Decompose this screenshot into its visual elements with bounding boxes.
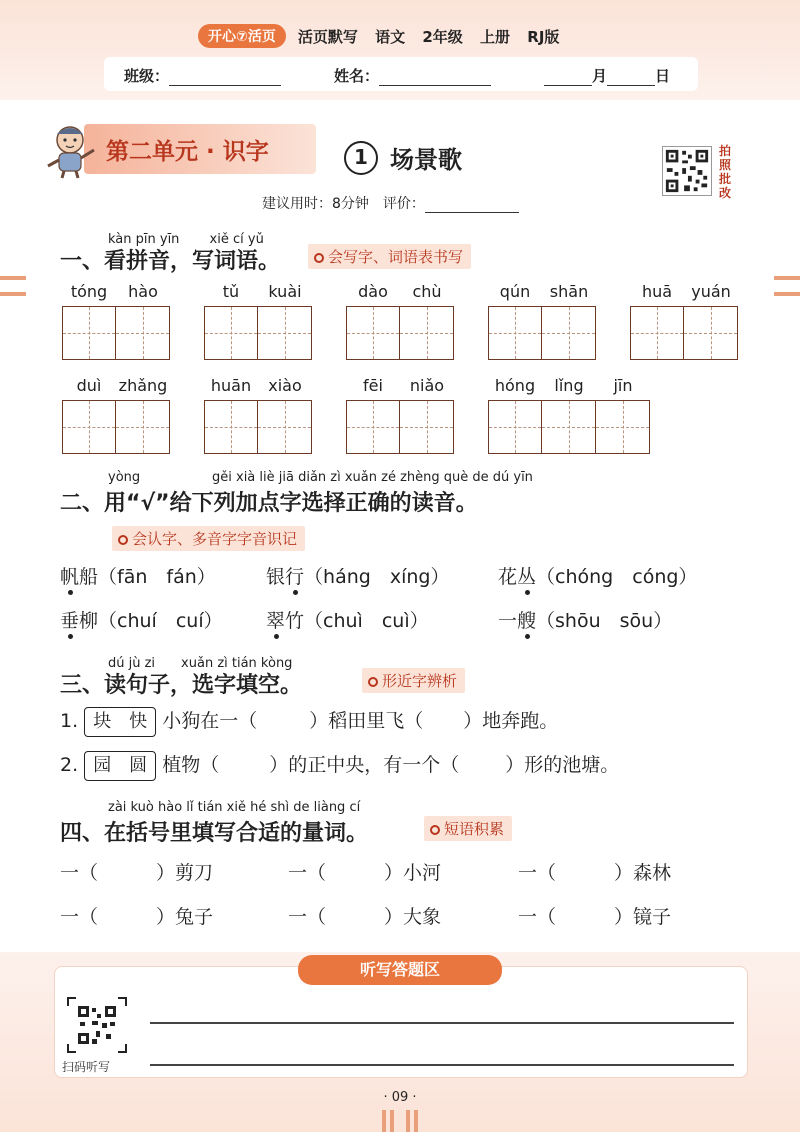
listen-qr-label: 扫码听写 — [62, 1060, 111, 1074]
section3-q2 — [60, 750, 619, 781]
tianzige-cell[interactable] — [630, 306, 684, 360]
day-line — [607, 70, 655, 86]
pinyin-syllable: qún — [499, 282, 531, 301]
pinyin-syllable: lǐng — [554, 376, 584, 395]
grade-label: 2年级 — [422, 27, 463, 46]
word-char: 柳 — [79, 610, 99, 632]
qr-code-icon[interactable] — [662, 146, 712, 196]
reading-choice-item — [60, 562, 216, 589]
pinyin-syllable: shān — [549, 282, 589, 301]
writing-grid — [62, 306, 170, 360]
q1-text-c: ）地奔跑。 — [463, 710, 559, 732]
section3-title: 三、读句子，选字填空。 — [60, 673, 303, 698]
q2-text-c: ）形的池塘。 — [505, 754, 620, 776]
writing-grid — [346, 306, 454, 360]
pinyin-word-group — [346, 282, 454, 360]
measure-prefix: 一（ — [60, 862, 99, 884]
side-mark — [774, 276, 800, 280]
name-label: 姓名： — [334, 67, 380, 85]
date-field[interactable] — [544, 65, 670, 86]
listen-qr-code-icon[interactable] — [66, 996, 128, 1054]
pinyin-word-group — [488, 282, 596, 360]
measure-prefix: 一（ — [288, 906, 327, 928]
section3-pinyin: dú jù zi xuǎn zì tián kòng — [108, 656, 293, 671]
tianzige-cell[interactable] — [346, 306, 400, 360]
tag-bullet-icon — [368, 677, 378, 687]
measure-prefix: 一（ — [518, 906, 557, 928]
pinyin-options[interactable]: （chóng cóng） — [536, 566, 698, 588]
pinyin-word-group — [630, 282, 738, 360]
measure-noun: ）兔子 — [156, 906, 214, 928]
pinyin-word-group — [204, 376, 312, 454]
section1-tag-text: 会写字、词语表书写 — [328, 248, 464, 266]
tianzige-cell[interactable] — [542, 306, 596, 360]
q1-text-a: 小狗在一（ — [162, 710, 258, 732]
side-mark — [0, 292, 26, 296]
header-bar — [198, 22, 604, 50]
class-line — [169, 70, 281, 86]
word-char: 银 — [266, 566, 286, 588]
pinyin-syllable: xiào — [268, 376, 302, 395]
edition-label: RJ版 — [527, 27, 560, 46]
tianzige-cell[interactable] — [542, 400, 596, 454]
info-strip — [104, 57, 698, 91]
measure-noun: ）大象 — [384, 906, 442, 928]
tianzige-cell[interactable] — [346, 400, 400, 454]
tianzige-cell[interactable] — [116, 306, 170, 360]
section4-tag — [424, 816, 512, 841]
pinyin-options[interactable]: （fān fán） — [98, 566, 216, 588]
measure-word-item — [288, 858, 441, 885]
measure-word-item — [288, 902, 441, 929]
tianzige-cell[interactable] — [400, 306, 454, 360]
section1-title: 一、看拼音，写词语。 — [60, 249, 281, 274]
lesson-number: 1 — [344, 141, 378, 175]
measure-prefix: 一（ — [60, 906, 99, 928]
dotted-char: 帆 — [60, 566, 80, 588]
tianzige-cell[interactable] — [116, 400, 170, 454]
dotted-char: 垂 — [60, 610, 80, 632]
writing-grid — [630, 306, 738, 360]
tianzige-cell[interactable] — [400, 400, 454, 454]
pinyin-syllable: kuài — [268, 282, 302, 301]
dotted-char: 丛 — [517, 566, 537, 588]
tianzige-cell[interactable] — [258, 306, 312, 360]
section2-pinyin-right: gěi xià liè jiā diǎn zì xuǎn zé zhèng què de dú yīn — [212, 470, 533, 485]
pinyin-options[interactable]: （chuì cuì） — [304, 610, 429, 632]
pinyin-syllable: duì — [76, 376, 102, 395]
pinyin-syllable: chù — [412, 282, 442, 301]
measure-noun: ）小河 — [384, 862, 442, 884]
pinyin-word-group — [62, 282, 170, 360]
qr-label: 拍照批改 — [718, 144, 731, 200]
measure-noun: ）森林 — [614, 862, 672, 884]
subject-label: 语文 — [375, 27, 406, 46]
bottom-tab — [406, 1110, 410, 1132]
pinyin-options[interactable]: （háng xíng） — [304, 566, 450, 588]
name-line — [379, 70, 491, 86]
time-line — [262, 193, 519, 213]
q2-choices: 园 圆 — [84, 751, 156, 781]
tianzige-cell[interactable] — [488, 306, 542, 360]
pinyin-word-group — [488, 376, 650, 454]
header-info — [298, 26, 572, 47]
section1-tag — [308, 244, 471, 269]
page-number: · 09 · — [383, 1090, 417, 1105]
section2-pinyin-left: yòng — [108, 470, 141, 485]
tianzige-cell[interactable] — [488, 400, 542, 454]
tag-bullet-icon — [314, 253, 324, 263]
bottom-tab — [390, 1110, 394, 1132]
q2-text-b: ）的正中央，有一个（ — [269, 754, 460, 776]
q1-choices: 块 快 — [84, 707, 156, 737]
pinyin-syllable: jīn — [613, 376, 633, 395]
reading-choice-item — [266, 562, 449, 589]
pinyin-options[interactable]: （shōu sōu） — [536, 610, 673, 632]
unit-title: 第二单元 · 识字 — [106, 139, 269, 165]
q1-number: 1. — [60, 710, 79, 732]
tianzige-cell[interactable] — [258, 400, 312, 454]
q2-number: 2. — [60, 754, 79, 776]
measure-prefix: 一（ — [288, 862, 327, 884]
class-field[interactable] — [124, 65, 281, 86]
answer-line[interactable] — [150, 1064, 734, 1066]
writing-grid — [62, 400, 170, 454]
pinyin-syllable: fēi — [363, 376, 383, 395]
volume-label: 上册 — [480, 27, 511, 46]
pinyin-syllable: tóng — [70, 282, 108, 301]
section2-tag-text: 会认字、多音字字音识记 — [132, 530, 298, 548]
pinyin-word-group — [62, 376, 170, 454]
answer-line[interactable] — [150, 1022, 734, 1024]
tianzige-cell[interactable] — [204, 306, 258, 360]
side-mark — [774, 292, 800, 296]
measure-noun: ）镜子 — [614, 906, 672, 928]
writing-grid — [488, 306, 596, 360]
measure-word-item — [518, 858, 671, 885]
measure-word-item — [60, 902, 213, 929]
dotted-char: 行 — [285, 566, 305, 588]
tianzige-cell[interactable] — [684, 306, 738, 360]
writing-grid — [204, 306, 312, 360]
pinyin-syllable: tǔ — [222, 282, 240, 301]
pinyin-syllable: hào — [128, 282, 158, 301]
pinyin-syllable: huān — [210, 376, 252, 395]
lesson-title: 场景歌 — [390, 146, 462, 174]
brand-logo: 开心⑦活页 — [198, 24, 286, 48]
tianzige-cell[interactable] — [62, 306, 116, 360]
section2-title: 二、用“√”给下列加点字选择正确的读音。 — [60, 491, 478, 516]
reading-choice-item — [60, 606, 223, 633]
measure-word-item — [518, 902, 671, 929]
section4-pinyin: zài kuò hào lǐ tián xiě hé shì de liàng cí — [108, 800, 361, 815]
reading-choice-item — [266, 606, 429, 633]
pinyin-syllable: niǎo — [409, 376, 445, 395]
month-label: 月 — [592, 67, 608, 85]
reading-choice-item — [498, 606, 672, 633]
measure-word-item — [60, 858, 213, 885]
writing-grid — [346, 400, 454, 454]
rating-line — [425, 199, 519, 213]
section3-tag-text: 形近字辨析 — [382, 672, 458, 690]
series-label: 活页默写 — [297, 27, 358, 46]
pinyin-word-group — [346, 376, 454, 454]
tianzige-cell[interactable] — [596, 400, 650, 454]
dotted-char: 艘 — [517, 610, 537, 632]
tianzige-cell[interactable] — [62, 400, 116, 454]
class-label: 班级： — [124, 67, 170, 85]
section4-title: 四、在括号里填写合适的量词。 — [60, 821, 369, 846]
word-char: 竹 — [285, 610, 305, 632]
pinyin-options[interactable]: （chuí cuí） — [98, 610, 223, 632]
answer-area-title: 听写答题区 — [298, 955, 502, 985]
measure-noun: ）剪刀 — [156, 862, 214, 884]
pinyin-syllable: dào — [358, 282, 388, 301]
section4-tag-text: 短语积累 — [444, 820, 505, 838]
name-field[interactable] — [334, 65, 491, 86]
section3-q1 — [60, 706, 558, 737]
reading-choice-item — [498, 562, 697, 589]
pinyin-syllable: zhǎng — [118, 376, 168, 395]
writing-grid — [488, 400, 650, 454]
pinyin-word-group — [204, 282, 312, 360]
measure-prefix: 一（ — [518, 862, 557, 884]
writing-grid — [204, 400, 312, 454]
pinyin-syllable: huā — [641, 282, 673, 301]
word-char: 花 — [498, 566, 518, 588]
day-label: 日 — [655, 67, 671, 85]
word-char: 船 — [79, 566, 99, 588]
mascot-icon — [42, 120, 98, 180]
pinyin-syllable: yuán — [691, 282, 731, 301]
time-text: 建议用时：8分钟 评价： — [262, 196, 425, 212]
word-char: 一 — [498, 610, 518, 632]
side-mark — [0, 276, 26, 280]
q1-text-b: ）稻田里飞（ — [309, 710, 424, 732]
month-line — [544, 70, 592, 86]
tag-bullet-icon — [430, 825, 440, 835]
section1-pinyin: kàn pīn yīn xiě cí yǔ — [108, 232, 264, 247]
tag-bullet-icon — [118, 535, 128, 545]
bottom-tab — [382, 1110, 386, 1132]
tianzige-cell[interactable] — [204, 400, 258, 454]
pinyin-syllable: hóng — [494, 376, 536, 395]
bottom-tab — [414, 1110, 418, 1132]
section3-tag — [362, 668, 465, 693]
section2-tag — [112, 526, 305, 551]
q2-text-a: 植物（ — [162, 754, 220, 776]
dotted-char: 翠 — [266, 610, 286, 632]
